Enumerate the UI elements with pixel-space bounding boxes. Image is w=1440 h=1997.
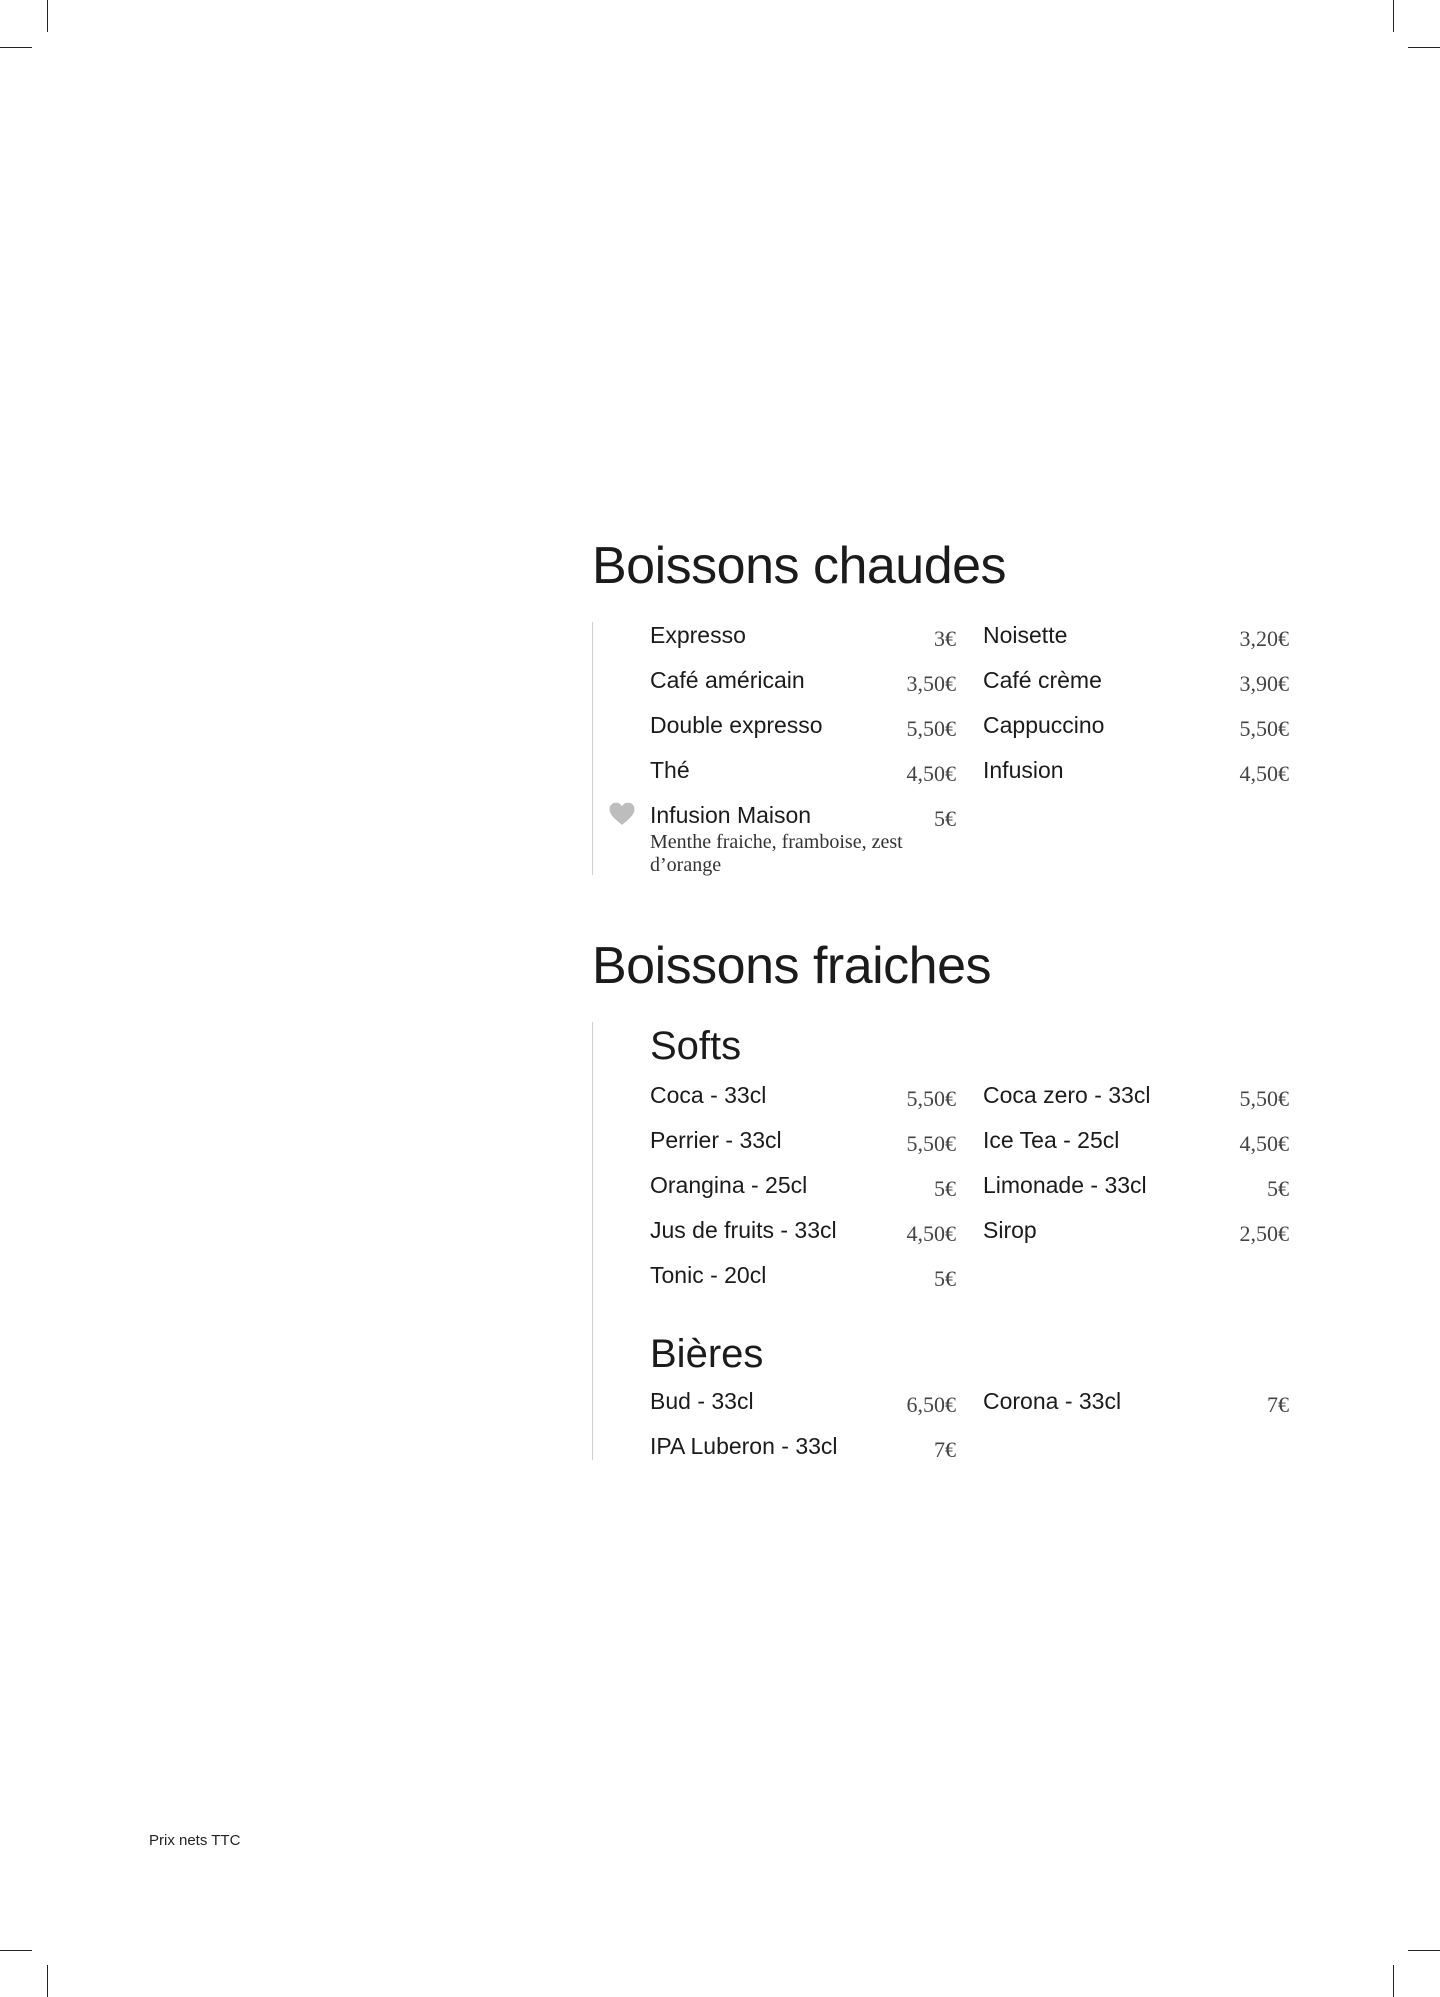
menu-item bbox=[983, 712, 1289, 752]
item-name: Jus de fruits - 33cl bbox=[650, 1217, 837, 1243]
item-name: Coca - 33cl bbox=[650, 1082, 767, 1108]
item-price: 4,50€ bbox=[1239, 761, 1289, 786]
item-name: IPA Luberon - 33cl bbox=[650, 1433, 838, 1459]
menu-item bbox=[983, 1082, 1289, 1122]
item-name: Orangina - 25cl bbox=[650, 1172, 808, 1198]
item-price: 5€ bbox=[934, 1176, 956, 1201]
subsection-title: Bières bbox=[650, 1332, 764, 1376]
item-name: Infusion bbox=[983, 757, 1064, 783]
item-name: Coca zero - 33cl bbox=[983, 1082, 1151, 1108]
item-name: Thé bbox=[650, 757, 690, 783]
item-name: Infusion Maison bbox=[650, 802, 812, 828]
item-price: 5€ bbox=[934, 1266, 956, 1291]
item-price: 5€ bbox=[1267, 1176, 1289, 1201]
menu-item bbox=[650, 1217, 956, 1257]
item-name: Limonade - 33cl bbox=[983, 1172, 1147, 1198]
item-price: 5,50€ bbox=[906, 716, 956, 741]
menu-item bbox=[983, 1217, 1289, 1257]
section-title: Boissons chaudes bbox=[592, 537, 1007, 595]
item-name: Corona - 33cl bbox=[983, 1388, 1122, 1414]
footer-note: Prix nets TTC bbox=[149, 1832, 241, 1849]
cold-drinks-section bbox=[592, 937, 1292, 1470]
item-name: Expresso bbox=[650, 622, 746, 648]
item-name: Bud - 33cl bbox=[650, 1388, 754, 1414]
menu-item bbox=[650, 1262, 956, 1302]
crop-mark bbox=[1393, 0, 1394, 32]
section-rail bbox=[592, 1022, 593, 1460]
item-price: 7€ bbox=[1267, 1392, 1289, 1417]
item-price: 4,50€ bbox=[906, 1221, 956, 1246]
item-price: 7€ bbox=[934, 1437, 956, 1462]
menu-item bbox=[650, 757, 956, 797]
menu-item-featured bbox=[650, 802, 956, 882]
item-price: 5,50€ bbox=[1239, 1086, 1289, 1111]
item-name: Café américain bbox=[650, 667, 805, 693]
crop-mark bbox=[1408, 47, 1440, 48]
item-price: 5,50€ bbox=[906, 1086, 956, 1111]
menu-item bbox=[650, 667, 956, 707]
menu-item bbox=[650, 622, 956, 662]
crop-mark bbox=[47, 0, 48, 32]
item-price: 3€ bbox=[934, 626, 956, 651]
beers-group bbox=[650, 1334, 1290, 1469]
menu-item bbox=[983, 622, 1289, 662]
item-price: 5€ bbox=[934, 806, 956, 831]
item-name: Noisette bbox=[983, 622, 1068, 648]
section-title: Boissons fraiches bbox=[592, 937, 992, 995]
item-name: Sirop bbox=[983, 1217, 1037, 1243]
item-name: Double expresso bbox=[650, 712, 823, 738]
item-name: Café crème bbox=[983, 667, 1102, 693]
menu-item bbox=[983, 667, 1289, 707]
menu-item bbox=[983, 1172, 1289, 1212]
menu-item bbox=[650, 712, 956, 752]
menu-item bbox=[983, 1127, 1289, 1167]
menu-item bbox=[650, 1433, 956, 1473]
crop-mark bbox=[47, 1965, 48, 1997]
section-rail bbox=[592, 622, 593, 875]
crop-mark bbox=[0, 47, 32, 48]
item-price: 3,50€ bbox=[906, 671, 956, 696]
item-description: Menthe fraiche, framboise, zest d’orange bbox=[650, 831, 903, 876]
menu-item bbox=[650, 1082, 956, 1122]
item-name: Tonic - 20cl bbox=[650, 1262, 767, 1288]
item-price: 4,50€ bbox=[1239, 1131, 1289, 1156]
menu-item bbox=[650, 1172, 956, 1212]
crop-mark bbox=[1408, 1950, 1440, 1951]
item-price: 3,20€ bbox=[1239, 626, 1289, 651]
crop-mark bbox=[1393, 1965, 1394, 1997]
hot-drinks-section bbox=[592, 537, 1292, 885]
item-price: 5,50€ bbox=[906, 1131, 956, 1156]
item-price: 3,90€ bbox=[1239, 671, 1289, 696]
softs-group bbox=[650, 1026, 1290, 1296]
menu-item bbox=[650, 1388, 956, 1428]
hot-drinks-list bbox=[650, 622, 1290, 882]
item-price: 4,50€ bbox=[906, 761, 956, 786]
subsection-title: Softs bbox=[650, 1024, 742, 1068]
item-name: Cappuccino bbox=[983, 712, 1105, 738]
menu-item bbox=[983, 757, 1289, 797]
item-name: Ice Tea - 25cl bbox=[983, 1127, 1120, 1153]
heart-icon bbox=[609, 802, 635, 826]
item-price: 5,50€ bbox=[1239, 716, 1289, 741]
item-price: 2,50€ bbox=[1239, 1221, 1289, 1246]
menu-item bbox=[983, 1388, 1289, 1428]
crop-mark bbox=[0, 1950, 32, 1951]
menu-item bbox=[650, 1127, 956, 1167]
item-price: 6,50€ bbox=[906, 1392, 956, 1417]
item-name: Perrier - 33cl bbox=[650, 1127, 782, 1153]
